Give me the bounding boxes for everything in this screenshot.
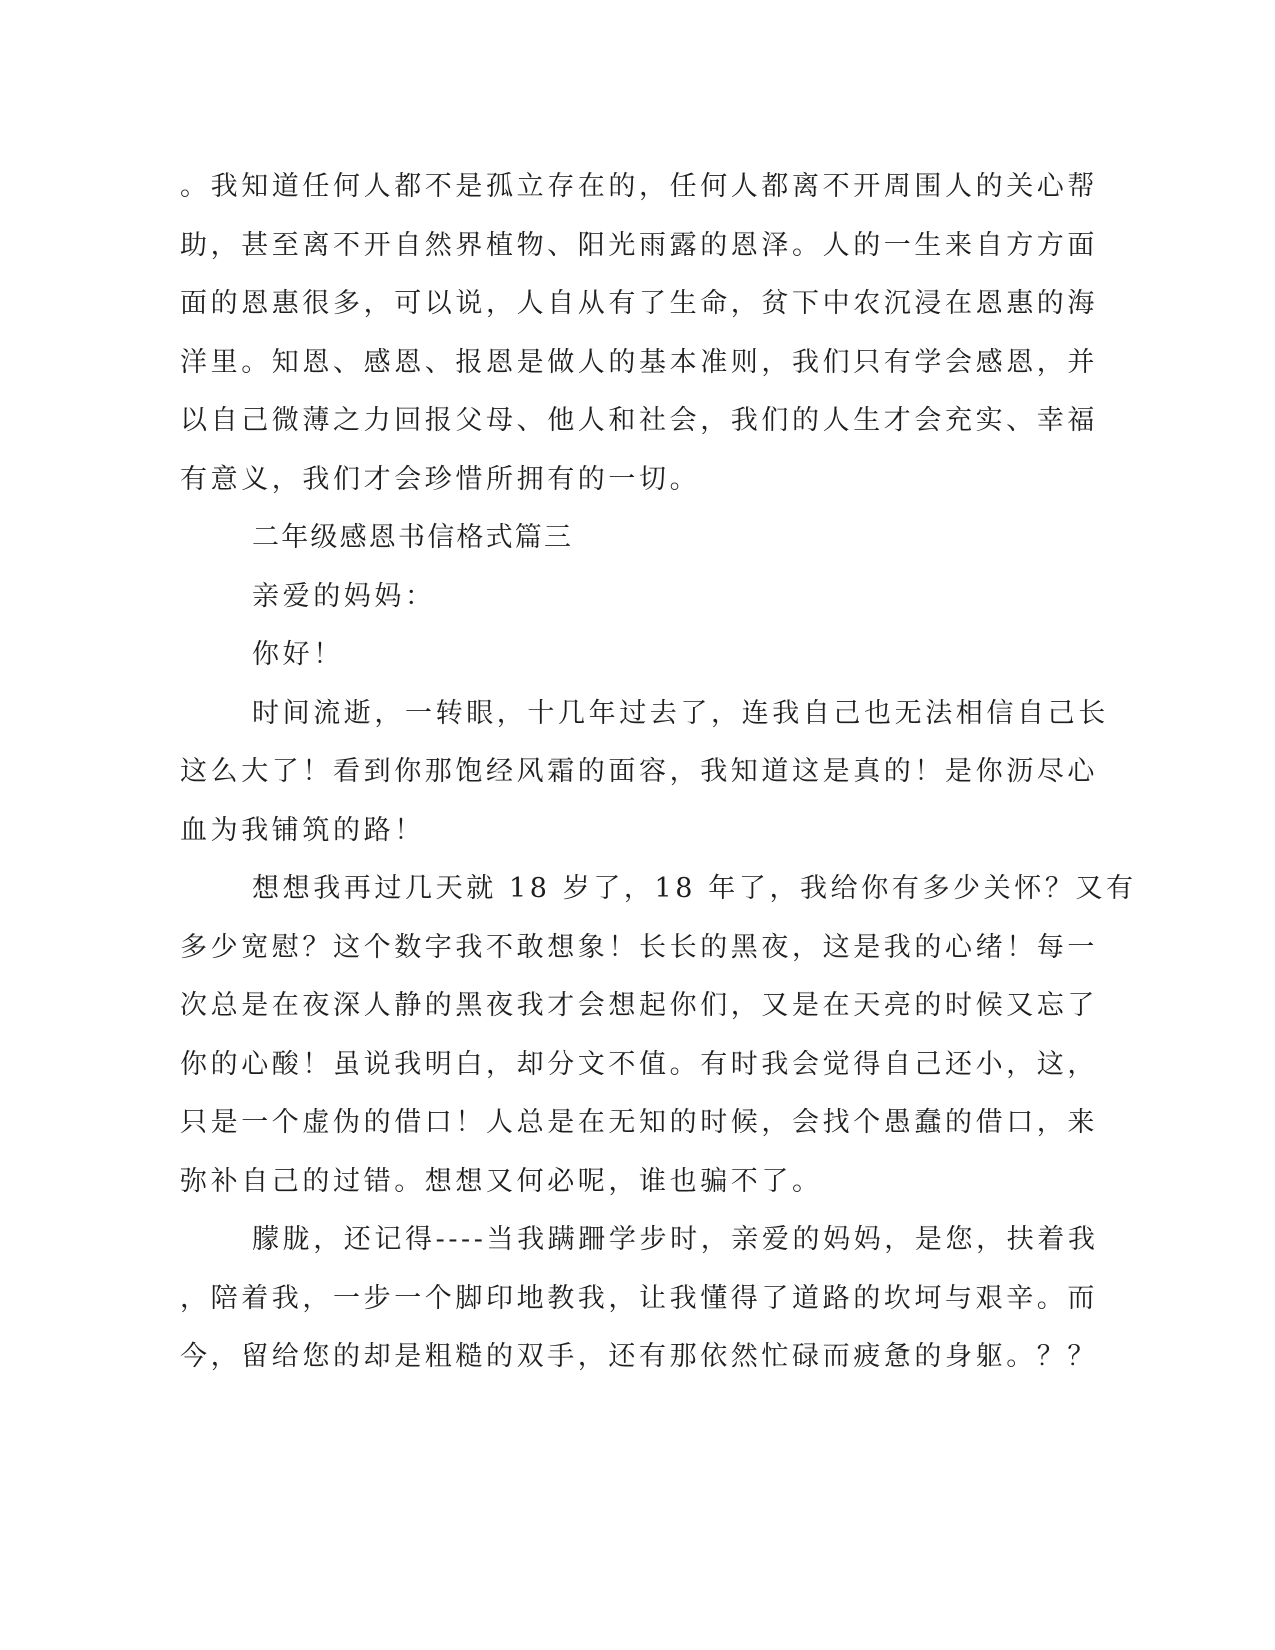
paragraph-line: 只是一个虚伪的借口！人总是在无知的时候，会找个愚蠢的借口，来 [180,1107,1098,1138]
paragraph-line: 这么大了！看到你那饱经风霜的面容，我知道这是真的！是你沥尽心 [180,756,1098,787]
letter-body [180,158,1137,1387]
paragraph-line: 。我知道任何人都不是孤立存在的，任何人都离不开周围人的关心帮 [180,171,1098,202]
section-heading: 二年级感恩书信格式篇三 [252,522,574,553]
paragraph-line: 以自己微薄之力回报父母、他人和社会，我们的人生才会充实、幸福 [180,405,1098,436]
salutation: 亲爱的妈妈： [252,580,436,612]
paragraph-line: 多少宽慰？这个数字我不敢想象！长长的黑夜，这是我的心绪！每一 [180,931,1098,963]
paragraph-line: 面的恩惠很多，可以说，人自从有了生命，贫下中农沉浸在恩惠的海 [180,288,1098,319]
paragraph-line: 你的心酸！虽说我明白，却分文不值。有时我会觉得自己还小，这， [180,1048,1098,1080]
paragraph-line: 洋里。知恩、感恩、报恩是做人的基本准则，我们只有学会感恩，并 [180,346,1098,378]
paragraph-line: 弥补自己的过错。想想又何必呢，谁也骗不了。 [180,1165,823,1197]
paragraph-line: 次总是在夜深人静的黑夜我才会想起你们，又是在天亮的时候又忘了 [180,990,1098,1021]
paragraph-line: 今，留给您的却是粗糙的双手，还有那依然忙碌而疲惫的身躯。？？ [180,1341,1098,1372]
paragraph-line: 血为我铺筑的路！ [180,814,425,846]
paragraph-line: 有意义，我们才会珍惜所拥有的一切。 [180,463,701,495]
paragraph-line: 想想我再过几天就 18 岁了，18 年了，我给你有多少关怀？又有 [252,873,1137,904]
paragraph-line: ，陪着我，一步一个脚印地教我，让我懂得了道路的坎坷与艰辛。而 [180,1282,1098,1314]
paragraph-line: 助，甚至离不开自然界植物、阳光雨露的恩泽。人的一生来自方方面 [180,229,1098,261]
greeting: 你好！ [252,639,344,670]
paragraph-line: 时间流逝，一转眼，十几年过去了，连我自己也无法相信自己长 [252,697,1109,729]
paragraph-line: 朦胧，还记得----当我蹒跚学步时，亲爱的妈妈，是您，扶着我 [252,1224,1099,1255]
